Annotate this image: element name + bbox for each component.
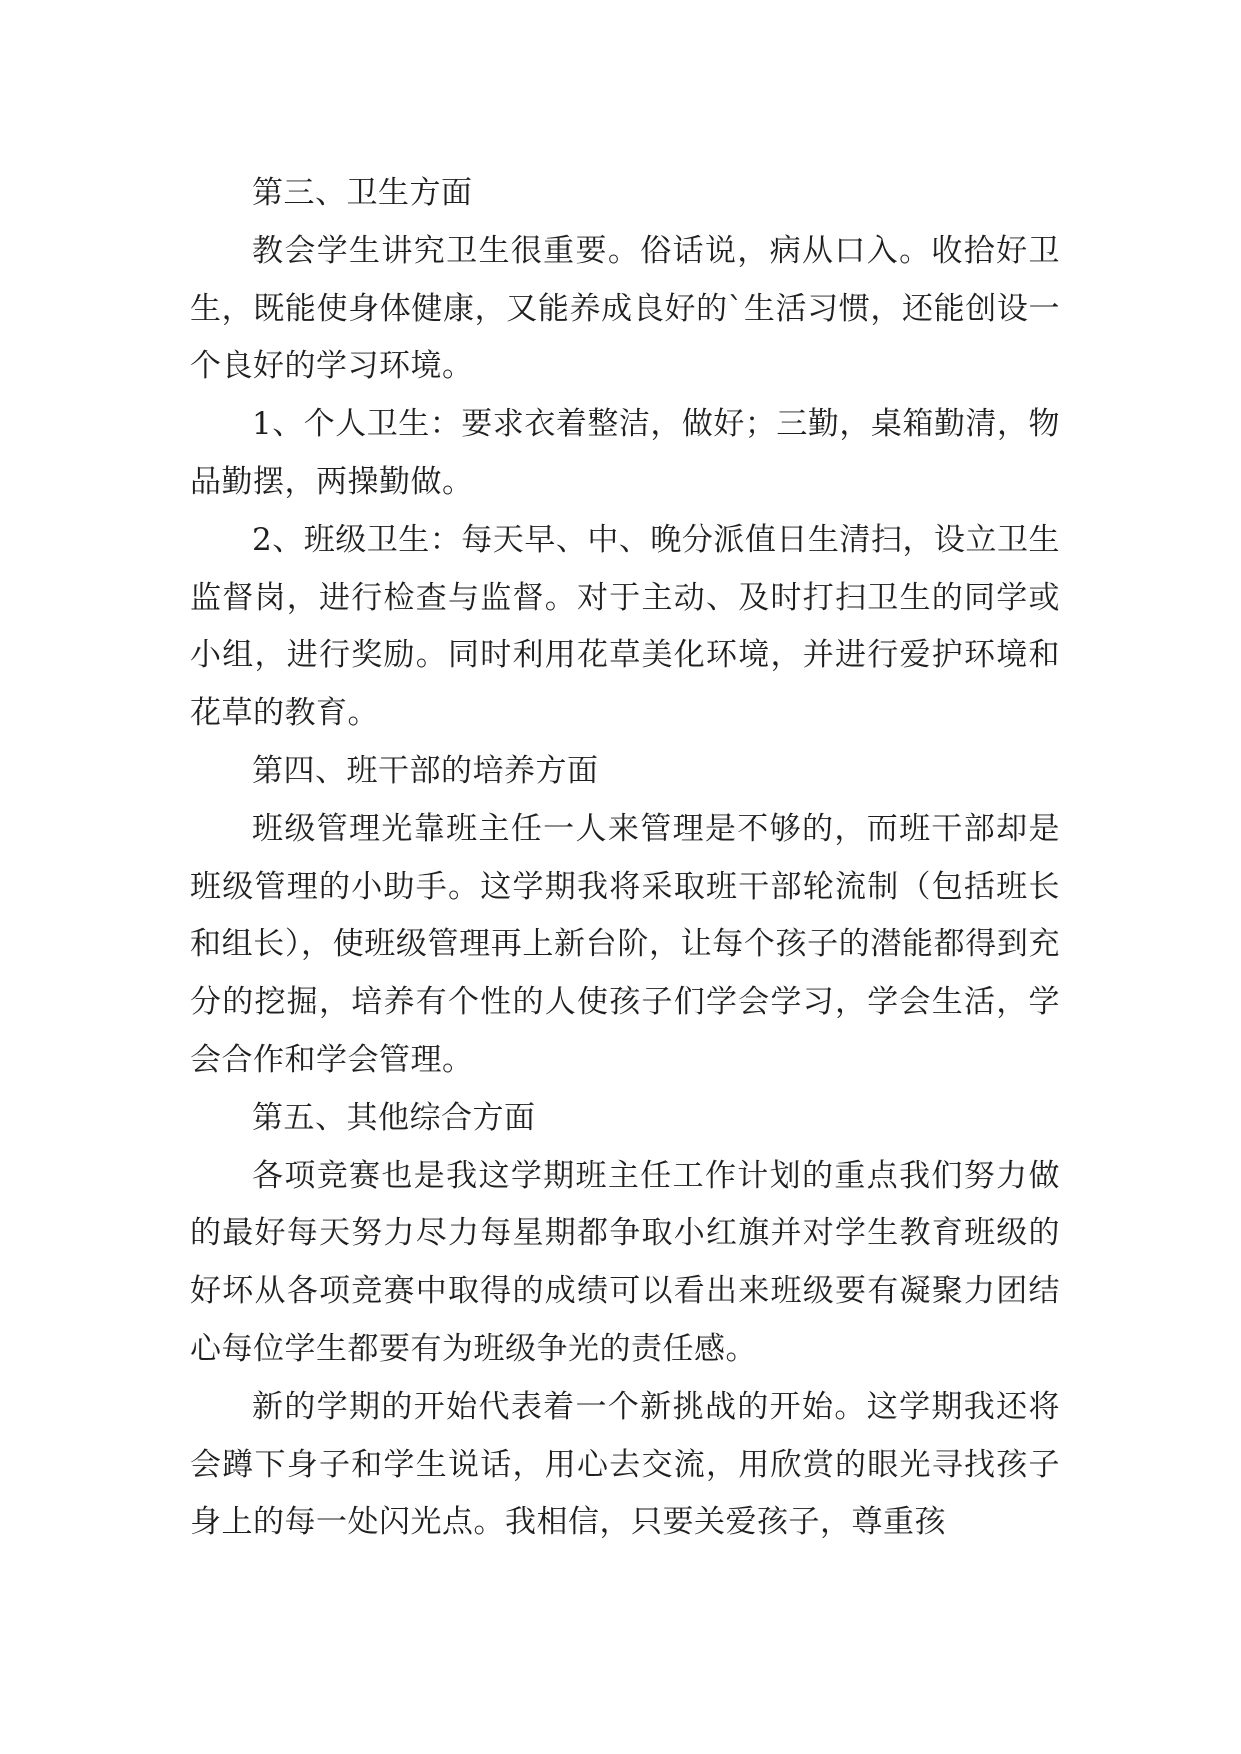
paragraph-new-semester: 新的学期的开始代表着一个新挑战的开始。这学期我还将会蹲下身子和学生说话，用心去交流，用欣赏的眼光寻找孩子身上的每一处闪光点。我相信，只要关爱孩子，尊重孩 [190, 1388, 1060, 1541]
paragraph-competitions: 各项竞赛也是我这学期班主任工作计划的重点我们努力做的最好每天努力尽力每星期都争取小红旗并对学生教育班级的好坏从各项竞赛中取得的成绩可以看出来班级要有凝聚力团结心每位学生都要有为班级争光的责任感。 [190, 1157, 1060, 1367]
section-heading-class-cadres: 第四、班干部的培养方面 [252, 752, 599, 789]
paragraph-hygiene-intro: 教会学生讲究卫生很重要。俗话说，病从口入。收拾好卫生，既能使身体健康，又能养成良好的`生活习惯，还能创设一个良好的学习环境。 [190, 232, 1060, 385]
section-heading-other: 第五、其他综合方面 [252, 1099, 536, 1136]
paragraph-personal-hygiene: 1、个人卫生：要求衣着整洁，做好；三勤，桌箱勤清，物品勤摆，两操勤做。 [190, 406, 1060, 500]
paragraph-class-hygiene: 2、班级卫生：每天早、中、晚分派值日生清扫，设立卫生监督岗，进行检查与监督。对于主动、及时打扫卫生的同学或小组，进行奖励。同时利用花草美化环境，并进行爱护环境和花草的教育。 [190, 521, 1060, 732]
document-body [190, 165, 1060, 1552]
paragraph-class-cadres: 班级管理光靠班主任一人来管理是不够的，而班干部却是班级管理的小助手。这学期我将采取班干部轮流制（包括班长和组长），使班级管理再上新台阶，让每个孩子的潜能都得到充分的挖掘，培养有个性的人使孩子们学会学习，学会生活，学会合作和学会管理。 [190, 810, 1060, 1078]
section-heading-hygiene: 第三、卫生方面 [252, 175, 473, 211]
